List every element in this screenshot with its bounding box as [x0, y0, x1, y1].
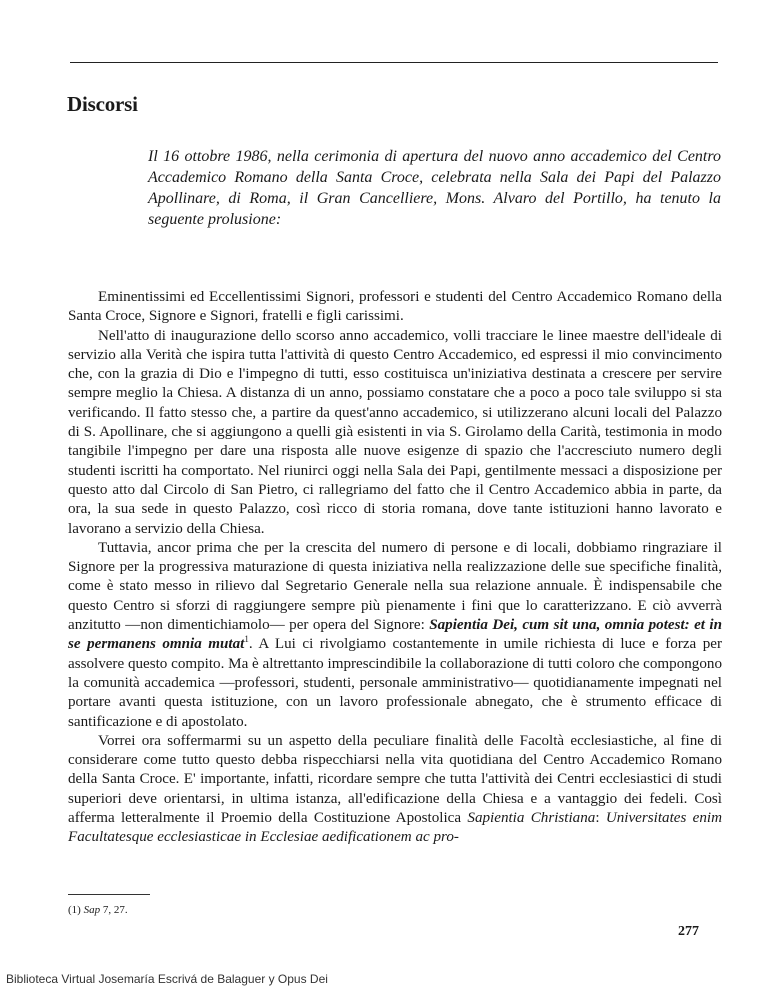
footnote — [68, 904, 128, 916]
footnote-ref: Sap — [83, 904, 101, 916]
latin-quote: Sapientia Dei, cum sit una, omnia potest: et in se permanens omnia mutat — [68, 617, 723, 653]
footnote-mark: (1) — [68, 904, 81, 916]
paragraph-4 — [68, 732, 722, 848]
page-number: 277 — [678, 924, 699, 939]
paragraph-2: Nell'atto di inaugurazione dello scorso anno accademico, volli tracciare le linee maestre dell'ideale di servizio alla Verità che ispira tutta l'attività di questo Centro Accademico, ed espressi il mio convincimento che, con la grazia di Dio e l'impegno di tutti, esso costituisca un'iniziativa destinata a crescere per servire sempre meglio la Chiesa. A distanza di un anno, possiamo constatare che a poco a poco tale sviluppo si sta verificando. Il fatto stesso che, a partire da quest'anno accademico, si utilizzerano alcuni locali del Palazzo di S. Apollinare, che si aggiungono a quelli già esistenti in via S. Girolamo della Carità, testimonia in modo tangibile l'impegno per dare una risposta alle nuove esigenze di spazio che l'accresciuto numero degli studenti iscritti ha comportato. Nel riunirci oggi nella Sala dei Papi, gentilmente messaci a disposizione per questo atto dal Circolo di San Pietro, ci rallegriamo del fatto che il Centro Accademico abbia in parte, da ora, la sua sede in questo Palazzo, così ricco di storia romana, dove tante istituzioni hanno lavorato e lavorano a servizio della Chiesa. — [68, 327, 722, 537]
top-rule — [70, 62, 718, 63]
paragraph-4-text-b: : — [595, 810, 606, 827]
paragraph-1: Eminentissimi ed Eccellentissimi Signori, professori e studenti del Centro Accademico Romano della Santa Croce, Signore e Signori, fratelli e figli carissimi. — [68, 289, 722, 325]
section-title: Discorsi — [67, 92, 138, 116]
document-title: Sapientia Christiana — [467, 810, 596, 827]
paragraph-3-text-b: . A Lui ci rivolgiamo costantemente in umile richiesta di luce e forza per assolvere questo compito. Ma è altrettanto imprescindibile la collaborazione di tutti coloro che compongono la comunità accademica —professori, studenti, personale amministrativo— quotidianamente impegnati nel portare avanti questa istituzione, con un lavoro professionale abnegato, che è strumento efficace di santificazione e di apostolato. — [68, 636, 723, 730]
paragraph-4-text-a: Vorrei ora soffermarmi su un aspetto della peculiare finalità delle Facoltà ecclesiastiche, al fine di considerare come tutto questo debba rispecchiarsi nella vita quotidiana del Centro Accademico Romano della Santa Croce. E' importante, infatti, ricordare sempre che tutta l'attività dei Centri ecclesiastici di studi superiori deve orientarsi, in ultima istanza, all'edificazione della Chiesa e a vantaggio dei fedeli. Così afferma letteralmente il Proemio della Costituzione Apostolica — [68, 732, 722, 827]
latin-quote-2: Universitates enim Facultatesque ecclesiasticae in Ecclesiae aedificationem ac pro- — [68, 810, 722, 846]
body-text — [68, 288, 722, 848]
paragraph-3 — [68, 539, 722, 732]
footnote-cite: 7, 27. — [102, 904, 128, 916]
paragraph-3-text-a: Tuttavia, ancor prima che per la crescita del numero di persone e di locali, dobbiamo ringraziare il Signore per la progressiva maturazione di questa iniziativa nella realizzazione delle sue specifiche finalità, come è stato messo in rilievo dal Segretario Generale nella sua relazione annuale. È indispensabile che questo Centro si sforzi di raggiungere sempre più pienamente i fini que lo caratterizzano. E ciò avverrà anzitutto —non dimentichiamolo— per opera del Signore: — [68, 539, 722, 634]
intro-paragraph: Il 16 ottobre 1986, nella cerimonia di apertura del nuovo anno accademico del Centro Accademico Romano della Santa Croce, celebrata nella Sala dei Papi del Palazzo Apollinare, di Roma, il Gran Cancelliere, Mons. Alvaro del Portillo, ha tenuto la seguente prolusione: — [148, 148, 721, 228]
footnote-rule — [68, 894, 150, 895]
source-credit: Biblioteca Virtual Josemaría Escrivá de Balaguer y Opus Dei — [6, 972, 328, 986]
footnote-marker: 1 — [244, 634, 249, 645]
